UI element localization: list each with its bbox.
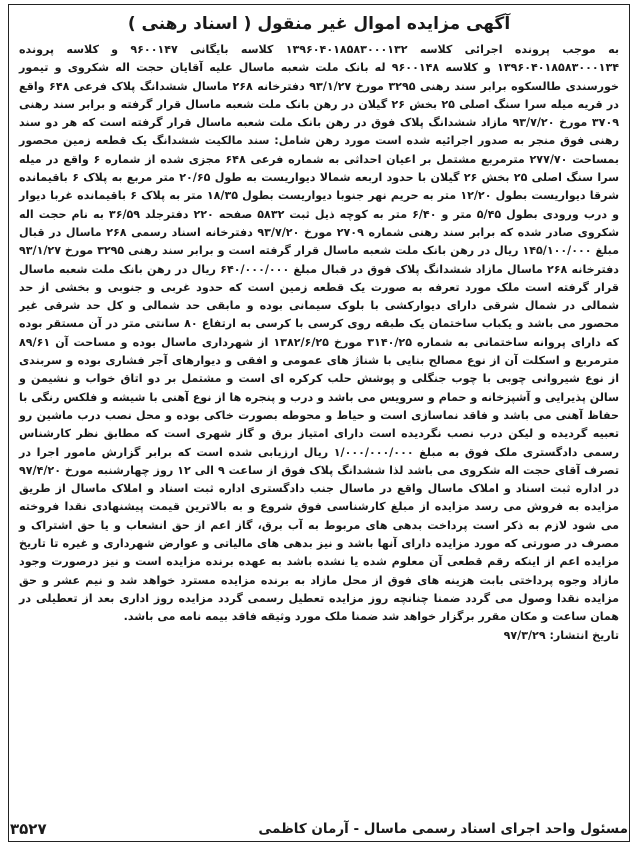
- ad-number: ۳۵۲۷: [10, 820, 47, 838]
- signature-line: مسئول واحد اجرای اسناد رسمی ماسال - آرمان کاظمی: [258, 821, 628, 837]
- notice-title: آگهی مزایده اموال غیر منقول ( اسناد رهنی ): [127, 14, 511, 34]
- notice-body: به موجب پرونده اجرائی کلاسه ۱۳۹۶۰۴۰۱۸۵۸۳۰۰۰۱۳۲ کلاسه بایگانی ۹۶۰۰۱۴۷ و کلاسه پرونده ۱۳۹۶۰۴۰۱۸۵۸۳۰۰۰۱۳۴ و کلاسه ۹۶۰۰۱۴۸ له بانک ملت شعبه ماسال علیه آقایان حجت اله شکروی و تیمور خورسندی طالسکوه برابر سند رهنی ۳۲۹۵ مورخ ۹۳/۱/۲۷ دفترخانه ۲۶۸ ماسال ششدانگ پلاک فرعی ۶۴۸ واقع در قریه میله سرا سنگ اصلی ۲۵ بخش ۲۶ گیلان در رهن بانک ملت شعبه ماسال قرار گرفته و برابر سند رهنی ۳۷۰۹ مورخ ۹۳/۷/۲۰ مازاد ششدانگ پلاک فوق در رهن بانک ملت شعبه ماسال قرار گرفته است که هر دو سند رهنی فوق منجر به صدور اجرائیه شده است مورد رهن شامل: سند مالکیت ششدانگ یک قطعه زمین محصور بمساحت ۲۷۷/۷۰ مترمربع مشتمل بر اعیان احداثی به شماره فرعی ۶۴۸ مجزی شده از شماره ۶ واقع در میله سرا سنگ اصلی ۲۵ بخش ۲۶ گیلان با حدود اربعه شمالا دیواریست به طول ۲۰/۶۵ متر مربع به پلاک ۶ باقیمانده شرقا دیواریست بطول ۱۲/۲۰ متر به حریم نهر جنوبا دیواریست بطول ۱۸/۳۵ متر به پلاک ۶ باقیمانده غربا دیوار و درب ورودی بطول ۵/۴۵ متر و ۶/۴۰ متر به کوچه ذیل ثبت ۵۸۳۲ صفحه ۲۲۰ دفترجلد ۳۶/۵۹ به نام حجت اله شکروی صادر شده که برابر سند رهنی شماره ۲۷۰۹ مورخ ۹۳/۷/۲۰ دفترخانه اسناد رسمی ۲۶۸ ماسال در قبال مبلغ ۱۴۵/۱۰۰/۰۰۰ ریال در رهن بانک ملت شعبه ماسال قرار گرفته است و برابر سند رهنی ۳۲۹۵ مورخ ۹۳/۱/۲۷ دفترخانه ۲۶۸ ماسال مازاد ششدانگ پلاک فوق در قبال مبلغ ۶۴۰/۰۰۰/۰۰۰ ریال در رهن بانک ملت شعبه ماسال قرار گرفته است ملک مورد تعرفه به صورت یک قطعه زمین است که حدود غربی و جنوبی و بخشی از حد شمالی در شمال شرقی دارای دیوارکشی با بلوک سیمانی بوده و مابقی حد شمالی و کل حد شرقی غیر محصور می باشد و یکباب ساختمان یک طبقه روی کرسی با کرسی به ارتفاع ۸۰ سانتی متر در آن مستقر بوده که دارای پروانه ساختمانی به شماره ۳۱۴۰/۲۵ مورخ ۱۳۸۲/۶/۲۵ از شهرداری ماسال بوده و مساحت آن ۸۹/۶۱ مترمربع و اسکلت آن از نوع مصالح بنایی با شناژ های عمومی و افقی و دیوارهای آجر فشاری بوده و سربندی از نوع شیروانی چوبی با چوب جنگلی و پوشش حلب کرکره ای است و مشتمل بر دو اتاق خواب و نشیمن و سالن پذیرایی و آشپزخانه و حمام و سرویس می باشد و درب و پنجره ها از نوع آهنی با شیشه و فلکس رنگی با حفاظ آهنی می باشد و فاقد نماسازی است و حیاط و محوطه بصورت خاکی بوده و محل نصب درب ماشین رو تعبیه گردیده و لیکن درب نصب نگردیده است دارای امتیاز برق و گاز شهری است که مطابق نظر کارشناس رسمی دادگستری ملک فوق به مبلغ ۱/۰۰۰/۰۰۰/۰۰۰ ریال ارزیابی شده است که برابر گزارش مامور اجرا در تصرف آقای حجت اله شکروی می باشد لذا ششدانگ پلاک فوق از ساعت ۹ الی ۱۲ روز چهارشنبه مورخ ۹۷/۴/۲۰ در اداره ثبت اسناد و املاک ماسال واقع در ماسال جنب دادگستری اداره ثبت اسناد و املاک ماسال از طریق مزایده به فروش می رسد مزایده از مبلغ کارشناسی فوق شروع و به بالاترین قیمت پیشنهادی نقدا فروخته می شود لازم به ذکر است پرداخت بدهی های مربوط به آب برق، گاز اعم از حق انشعاب و یا حق اشتراک و مصرف در صورتی که مورد مزایده دارای آنها باشد و نیز بدهی های مالیاتی و عوارض شهرداری و غیره تا تاریخ مزایده اعم از اینکه رقم قطعی آن معلوم شده یا نشده باشد به عهده برنده مزایده است و نیز درصورت وجود مازاد وجوه پرداختی بابت هزینه های فوق از محل مازاد به برنده مزایده مسترد خواهد شد و نیم عشر و حق مزایده نقدا وصول می گردد ضمنا چنانچه روز مزایده تعطیل رسمی گردد مزایده روز اداری بعد از تعطیلی در همان ساعت و مکان مقرر برگزار خواهد شد ضمنا ملک مورد وثیقه فاقد بیمه نامه می باشد.: [19, 43, 620, 624]
- publish-date: تاریخ انتشار: ۹۷/۳/۲۹: [503, 628, 619, 642]
- notice-footer: [10, 817, 628, 841]
- notice-frame: [8, 4, 630, 842]
